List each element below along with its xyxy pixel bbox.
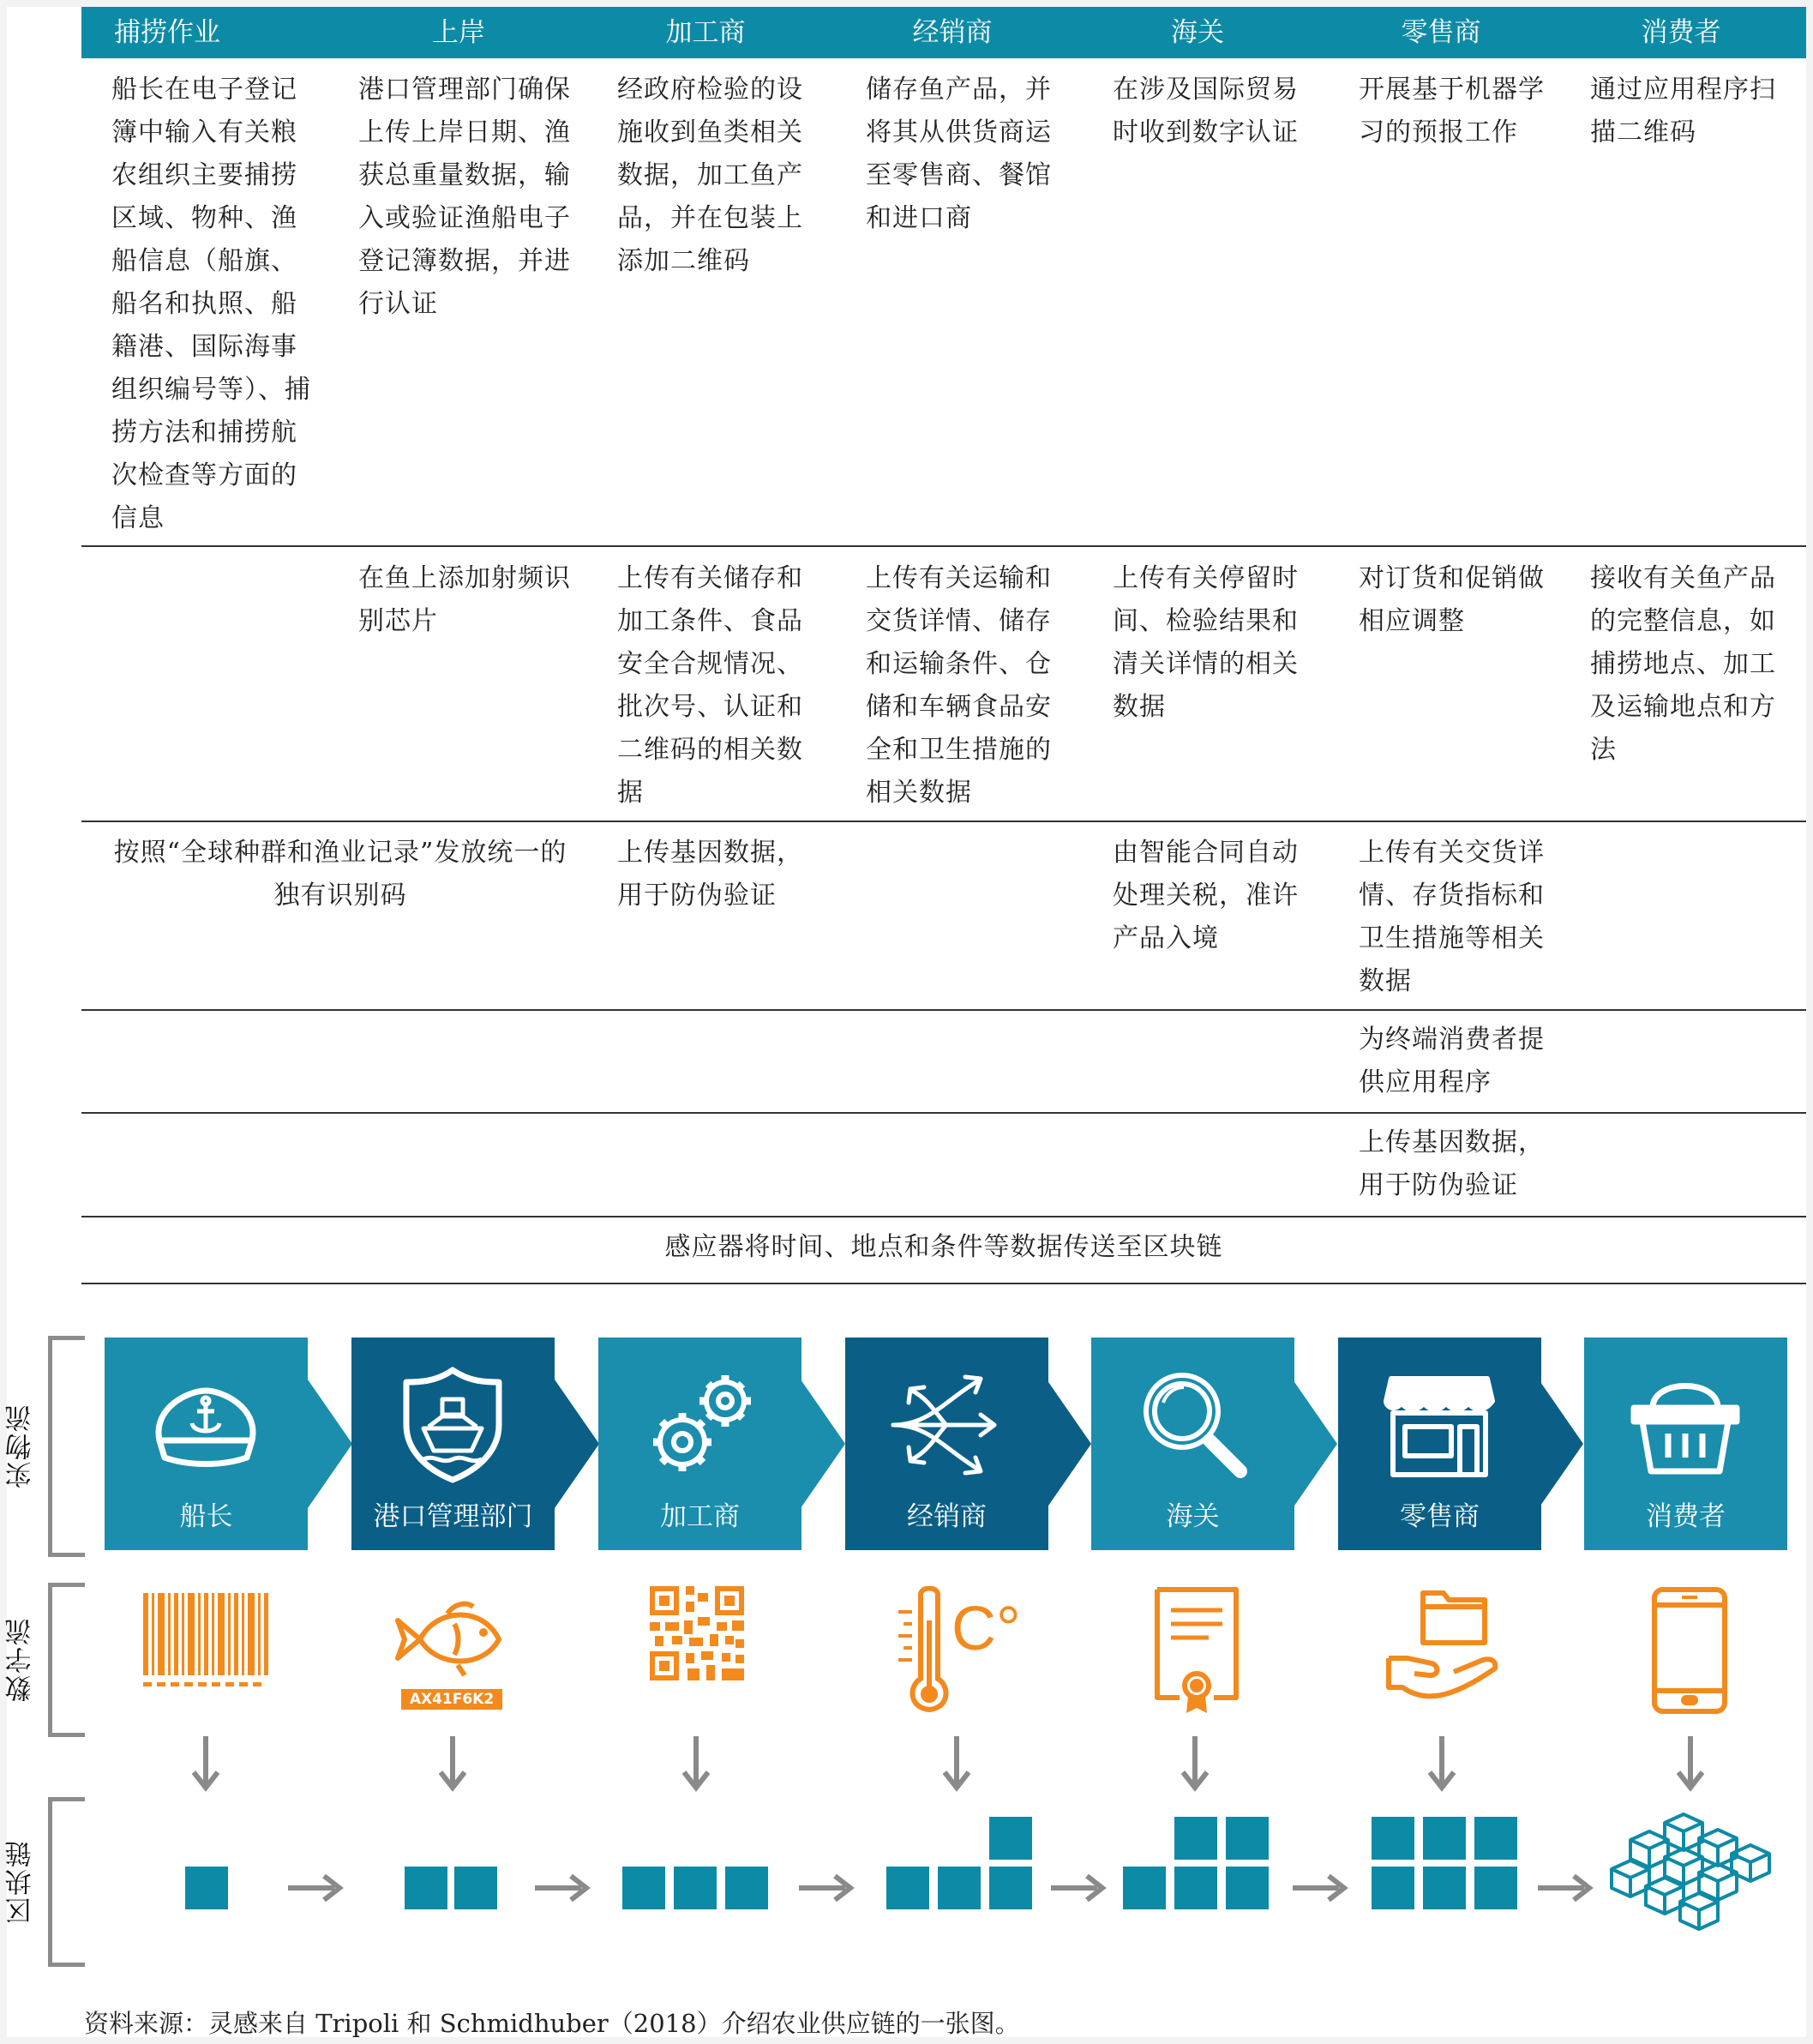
actor-processor — [598, 1338, 801, 1550]
physical-flow-label: 实物流 — [5, 1404, 37, 1489]
actor-distributor — [845, 1338, 1048, 1550]
r1-retailer: 开展基于机器学习的预报工作 — [1359, 75, 1545, 147]
barcode-icon — [141, 1586, 270, 1698]
block — [185, 1867, 228, 1909]
block — [1423, 1817, 1466, 1860]
block — [1226, 1817, 1269, 1860]
block — [886, 1867, 929, 1909]
ship-shield-icon — [393, 1365, 513, 1485]
r2-distributor: 上传有关运输和交货详情、储存和运输条件、仓储和车辆食品安全和卫生措施的相关数据 — [866, 563, 1052, 808]
actor-retailer — [1338, 1338, 1541, 1550]
block — [1174, 1867, 1217, 1909]
storefront-icon — [1379, 1365, 1499, 1485]
actor-label: 加工商 — [660, 1501, 740, 1532]
block — [1123, 1867, 1166, 1909]
certificate-icon — [1154, 1586, 1240, 1715]
down-arrow — [439, 1736, 466, 1793]
block — [1423, 1867, 1466, 1909]
r2-retailer: 对订货和促销做相应调整 — [1359, 563, 1545, 636]
header-retailer: 零售商 — [1401, 17, 1481, 48]
block — [989, 1817, 1032, 1860]
block — [1372, 1817, 1414, 1860]
block — [405, 1867, 447, 1909]
r1-processor: 经政府检验的设施收到鱼类相关数据，加工鱼产品，并在包装上添加二维码 — [617, 75, 803, 276]
flow-chevron — [1293, 1380, 1337, 1508]
block — [1474, 1817, 1517, 1860]
fish-tag-id: AX41F6K2 — [409, 1691, 495, 1708]
r2-landing: 在鱼上添加射频识别芯片 — [358, 563, 571, 636]
actor-label: 消费者 — [1646, 1501, 1726, 1532]
digital-flow-bracket — [48, 1583, 85, 1737]
r1-consumer: 通过应用程序扫描二维码 — [1590, 75, 1776, 147]
row-divider — [81, 1112, 1806, 1114]
right-arrow — [1051, 1874, 1108, 1902]
digital-flow-label: 数字流 — [5, 1617, 37, 1703]
right-arrow — [799, 1874, 855, 1902]
block — [622, 1867, 665, 1909]
distribution-arrows-icon — [886, 1365, 1006, 1485]
block — [989, 1867, 1032, 1909]
actor-label: 零售商 — [1400, 1501, 1480, 1532]
block — [454, 1867, 497, 1909]
block — [1174, 1817, 1217, 1860]
block — [674, 1867, 717, 1909]
table-bottom-rule — [81, 1283, 1806, 1284]
down-arrow — [192, 1736, 219, 1793]
actor-label: 海关 — [1166, 1501, 1220, 1532]
header-consumer: 消费者 — [1641, 17, 1721, 48]
row-divider — [81, 1009, 1806, 1011]
down-arrow — [1428, 1736, 1456, 1793]
block — [1372, 1867, 1414, 1909]
r6-sensors: 感应器将时间、地点和条件等数据传送至区块链 — [664, 1232, 1223, 1262]
actor-port-authority — [351, 1338, 555, 1550]
shopping-basket-icon — [1625, 1365, 1745, 1485]
r1-landing: 港口管理部门确保上传上岸日期、渔获总重量数据，输入或验证渔船电子登记簿数据，并进行认证 — [358, 75, 571, 319]
r2-consumer: 接收有关鱼产品的完整信息，如捕捞地点、加工及运输地点和方法 — [1590, 563, 1776, 765]
r1-customs: 在涉及国际贸易时收到数字认证 — [1113, 75, 1299, 147]
captain-hat-icon — [146, 1365, 266, 1485]
actor-label: 港口管理部门 — [373, 1501, 533, 1532]
down-arrow — [682, 1736, 710, 1793]
r3-customs: 由智能合同自动处理关税，准许产品入境 — [1113, 838, 1299, 953]
flow-chevron — [308, 1380, 352, 1508]
row-divider — [81, 545, 1806, 547]
block — [1474, 1867, 1517, 1909]
r4-retailer: 为终端消费者提供应用程序 — [1359, 1025, 1545, 1097]
magnifier-icon — [1132, 1365, 1252, 1485]
actor-label: 经销商 — [907, 1501, 987, 1532]
right-arrow — [1538, 1874, 1594, 1902]
r3-retailer: 上传有关交货详情、存货指标和卫生措施等相关数据 — [1359, 838, 1545, 996]
r1-distributor: 储存鱼产品，并将其从供货商运至零售商、餐馆和进口商 — [866, 75, 1052, 233]
row-divider — [81, 821, 1806, 822]
block — [1226, 1867, 1269, 1909]
source-note: 资料来源：灵感来自 Tripoli 和 Schmidhuber（2018）介绍农业供应链的一张图。 — [84, 2009, 1020, 2038]
header-landing: 上岸 — [432, 17, 485, 48]
hand-folder-icon — [1382, 1586, 1502, 1706]
smartphone-icon — [1651, 1586, 1728, 1715]
header-fishing: 捕捞作业 — [114, 17, 220, 48]
r1-fishing: 船长在电子登记簿中输入有关粮农组织主要捕捞区域、物种、渔船信息（船旗、船名和执照、船籍港、国际海事组织编号等）、捕捞方法和捕捞航次检查等方面的信息 — [111, 75, 311, 533]
right-arrow — [288, 1874, 345, 1902]
r3-processor: 上传基因数据，用于防伪验证 — [617, 838, 803, 911]
blockchain-label: 区块链 — [5, 1839, 37, 1925]
block — [725, 1867, 768, 1909]
flow-chevron — [1539, 1380, 1583, 1508]
r2-customs: 上传有关停留时间、检验结果和清关详情的相关数据 — [1113, 563, 1299, 722]
flow-chevron — [1047, 1380, 1091, 1508]
down-arrow — [1677, 1736, 1704, 1793]
actor-customs — [1091, 1338, 1294, 1550]
gears-icon — [639, 1365, 759, 1485]
flow-chevron — [801, 1380, 845, 1508]
thermo-unit: C° — [952, 1595, 1021, 1663]
block — [938, 1867, 981, 1909]
actor-consumer — [1584, 1338, 1787, 1550]
blockchain-bracket — [48, 1797, 85, 1967]
actor-captain — [105, 1338, 308, 1550]
header-processor: 加工商 — [665, 17, 746, 48]
actor-label: 船长 — [179, 1501, 233, 1532]
r2-processor: 上传有关储存和加工条件、食品安全合规情况、批次号、认证和二维码的相关数据 — [617, 563, 803, 808]
down-arrow — [943, 1736, 970, 1793]
table-header — [81, 7, 1806, 58]
r3-unique-id: 按照“全球种群和渔业记录”发放统一的独有识别码 — [113, 838, 567, 911]
header-distributor: 经销商 — [912, 17, 993, 48]
right-arrow — [1293, 1874, 1349, 1902]
flow-chevron — [555, 1380, 599, 1508]
right-arrow — [535, 1874, 591, 1902]
r5-retailer: 上传基因数据，用于防伪验证 — [1359, 1127, 1545, 1200]
header-customs: 海关 — [1171, 17, 1224, 48]
physical-flow-bracket — [48, 1336, 85, 1557]
row-divider — [81, 1216, 1806, 1217]
down-arrow — [1181, 1736, 1209, 1793]
blockchain-cube-cluster-icon — [1608, 1809, 1780, 1938]
qr-code-icon — [650, 1586, 744, 1680]
